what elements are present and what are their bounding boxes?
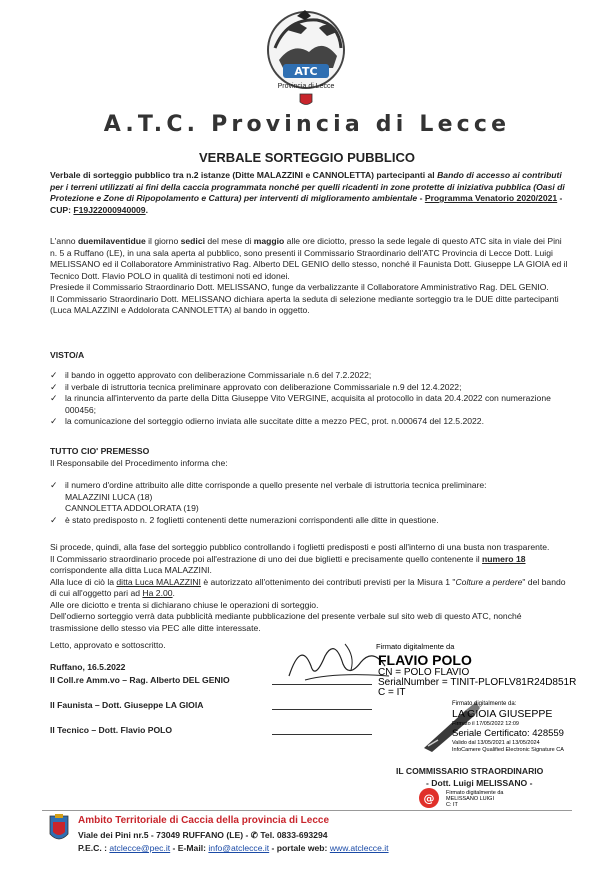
logo-atc-text: ATC <box>294 65 318 78</box>
body2-p3-g: . <box>172 588 175 598</box>
intro-text-cup-label: - CUP: <box>50 193 563 215</box>
list-item: ✓ la comunicazione del sorteggio odierno inviata alle succitate ditte a mezzo PEC, prot. n.000674 del 12.5.2022. <box>50 416 484 426</box>
body2-p3-c: è autorizzato all'ottenimento dei contributi previsti per la Misura 1 " <box>200 576 456 587</box>
visto-list <box>50 370 570 428</box>
body2-ditta: ditta Luca MALAZZINI <box>116 576 201 587</box>
body2-p4: Alle ore diciotto e trenta si dichiarano chiuse le operazioni di sorteggio. <box>50 599 319 610</box>
intro-text-c: - <box>417 193 425 203</box>
list-item: ✓ il verbale di istruttoria tecnica preliminare approvato con deliberazione Commissariale n.9 del 12.4.2022; <box>50 381 462 392</box>
ditta-malazzini: MALAZZINI LUCA (18) <box>65 491 153 502</box>
footer-phone: Tel. 0833-693294 <box>260 830 328 840</box>
footer-web-label: - portale web: <box>269 843 330 853</box>
gioia-stamp-serial: Seriale Certificato: 428559 <box>452 728 564 739</box>
digital-seal-icon <box>414 786 444 810</box>
logo-province-text: Provincia di Lecce <box>277 83 335 90</box>
signature-label-del-genio: Il Coll.re Amm.vo – Rag. Alberto DEL GENIO <box>50 675 230 685</box>
footer-web-link[interactable]: www.atclecce.it <box>329 843 389 853</box>
gioia-stamp-ca: InfoCamere Qualified Electronic Signature CA <box>452 747 564 753</box>
svg-text:@: @ <box>423 792 435 805</box>
body2-ettari: Ha 2.00 <box>142 588 173 598</box>
intro-text-programma: Programma Venatorio 2020/2021 <box>424 193 558 203</box>
checkmark-icon: ✓ <box>50 416 58 426</box>
place-date: Ruffano, 16.5.2022 <box>50 662 126 672</box>
body1-day: sedici <box>180 236 205 246</box>
polo-stamp-name: FLAVIO POLO <box>378 652 472 668</box>
body1-text-c: il giorno <box>145 236 181 246</box>
body2-p5: Dell'odierno sorteggio verrà data pubblicità mediante pubblicazione del presente verbale sul sito web di questo ATC, nonché trasmissione dello stesso via PEC alle ditte interessate. <box>50 611 522 633</box>
checkmark-icon: ✓ <box>50 480 58 490</box>
gioia-stamp-date: Firmato il 17/05/2022 12:09 <box>452 721 519 727</box>
commissario-name: - Dott. Luigi MELISSANO - <box>426 778 533 788</box>
intro-paragraph <box>50 170 570 216</box>
gioia-stamp-name: LA GIOIA GIUSEPPE <box>452 708 553 720</box>
body2-p1: Si procede, quindi, alla fase del sorteggio pubblico controllando i foglietti predisposti e posti all'interno di una busta non trasparente. <box>50 542 550 552</box>
checkmark-icon: ✓ <box>50 370 58 380</box>
signature-label-la-gioia: Il Faunista – Dott. Giuseppe LA GIOIA <box>50 700 204 710</box>
province-crest-icon <box>48 814 70 846</box>
visto-heading: VISTO/A <box>50 350 85 360</box>
footer-pec-link[interactable]: atclecce@pec.it <box>109 843 171 853</box>
body2-p3-a: Alla luce di ciò la <box>50 576 117 587</box>
intro-text-end: . <box>145 204 148 215</box>
atc-logo <box>257 8 355 112</box>
page-title: A.T.C. Provincia di Lecce <box>103 112 511 137</box>
commissario-title: IL COMMISSARIO STRAORDINARIO <box>396 766 544 776</box>
list-item: ✓ è stato predisposto n. 2 foglietti contenenti dette numerazioni corrispondenti alle ditte in questione. <box>50 514 439 525</box>
intro-text-a: Verbale di sorteggio pubblico tra n.2 istanze (Ditte MALAZZINI e CANNOLETTA) partecipanti al <box>50 170 438 180</box>
body2-p2-a: Il Commissario straordinario procede poi all'estrazione di uno dei due biglietti e precisamente quello contenente il <box>50 553 483 564</box>
polo-stamp-caption: Firmato digitalmente da <box>376 642 455 651</box>
polo-stamp-country: C = IT <box>378 687 406 698</box>
melissano-stamp-caption: Firmato digitalmente da <box>446 790 504 796</box>
signature-line <box>272 734 372 735</box>
body2-p2-c: corrispondente alla ditta Luca MALAZZINI. <box>50 565 212 575</box>
melissano-stamp-country: C: IT <box>446 802 458 808</box>
footer-address-text: Viale dei Pini nr.5 - 73049 RUFFANO (LE) - <box>78 830 251 840</box>
body1-text-a: L'anno <box>50 236 78 246</box>
checkmark-icon: ✓ <box>50 381 58 392</box>
checkmark-icon: ✓ <box>50 514 58 525</box>
letto-approvato: Letto, approvato e sottoscritto. <box>50 640 166 650</box>
body1-year: duemilaventidue <box>77 236 146 246</box>
body2-colture: Colture a perdere <box>455 576 523 587</box>
list-item: ✓ il numero d'ordine attribuito alle ditte corrisponde a quello presente nel verbale di istruttoria tecnica preliminare: MALAZZINI LUCA (18) CANNOLETTA ADDOLORATA (19) <box>50 480 487 513</box>
footer-contacts <box>78 843 389 853</box>
phone-icon: ✆ <box>250 830 261 840</box>
body2-p3-e: " del bando di cui all'oggetto pari ad <box>50 576 566 598</box>
body-paragraph-1 <box>50 236 570 317</box>
body1-month: maggio <box>253 236 285 246</box>
footer-email-label: - E-Mail: <box>170 843 209 853</box>
document-subtitle: VERBALE SORTEGGIO PUBBLICO <box>199 150 415 165</box>
polo-stamp-serial: SerialNumber = TINIT-PLOFLV81R24D851R <box>378 677 577 688</box>
body1-text-g: alle ore diciotto, presso la sede legale di questo ATC sita in viale dei Pini n. 5 a Ruffano (LE), in una sala aperta al pubblico, sono presenti il Commissario Straordinario dell'ATC Provincia di Lecce Dott. Luigi MELISSANO ed il Collaboratore Amministrativo Rag. Alberto DEL GENIO dello stesso, nonché il Faunista Dott. Giuseppe LA GIOIA ed il Tecnico Dott. Flavio POLO in qualità di testimoni noti ed idonei. <box>50 236 568 281</box>
gioia-stamp-valid: Valido dal 13/05/2021 al 13/05/2024 <box>452 740 540 746</box>
footer-title: Ambito Territoriale di Caccia della provincia di Lecce <box>78 815 330 826</box>
body1-apertura: Il Commissario Straordinario Dott. MELISSANO dichiara aperta la seduta di selezione mediante sorteggio tra le DUE ditte partecipanti (Luca MALAZZINI e Addolorata CANNOLETTA) al bando in oggetto. <box>50 293 559 315</box>
premesso-list <box>50 480 570 526</box>
list-item: ✓ il bando in oggetto approvato con deliberazione Commissariale n.6 del 7.2.2022; <box>50 370 372 380</box>
checkmark-icon: ✓ <box>50 393 58 403</box>
footer-email-link[interactable]: info@atclecce.it <box>208 843 270 853</box>
signature-label-polo: Il Tecnico – Dott. Flavio POLO <box>50 725 173 735</box>
intro-text-cup: F19J22000940009 <box>73 204 146 215</box>
intro-text-bando: Bando di accesso ai contributi per i terreni utilizzati ai fini della caccia programmata nonché per quelli ricadenti in zone protette di iniziativa pubblica (Oasi di Protezione e Zone di Ripopolamento e Cattura) per interventi di miglioramento ambientale <box>50 170 565 203</box>
footer-pec-label: P.E.C. : <box>78 843 110 853</box>
footer-address <box>78 830 328 841</box>
list-item: ✓ la rinuncia all'intervento da parte della Ditta Giuseppe Vito VERGINE, acquisita al protocollo in data 20.4.2022 con numerazione 000456; <box>50 393 551 415</box>
premesso-heading: TUTTO CIO' PREMESSO <box>50 446 150 456</box>
footer-divider <box>42 810 572 811</box>
body2-numero: numero 18 <box>482 553 526 564</box>
premesso-intro: Il Responsabile del Procedimento informa che: <box>50 458 228 468</box>
signature-line <box>272 709 372 710</box>
body1-presiede: Presiede il Commissario Straordinario Dott. MELISSANO, funge da verbalizzante il Collaboratore Amministrativo Rag. DEL GENIO. <box>50 282 549 292</box>
ditta-cannoletta: CANNOLETTA ADDOLORATA (19) <box>65 503 199 513</box>
gioia-stamp-caption: Firmato digitalmente da: <box>452 701 517 707</box>
polo-stamp-cn: CN = POLO FLAVIO <box>378 667 470 678</box>
melissano-stamp-name: MELISSANO LUIGI <box>446 796 494 802</box>
body-paragraph-2 <box>50 542 570 634</box>
body1-text-e: del mese di <box>205 236 254 246</box>
